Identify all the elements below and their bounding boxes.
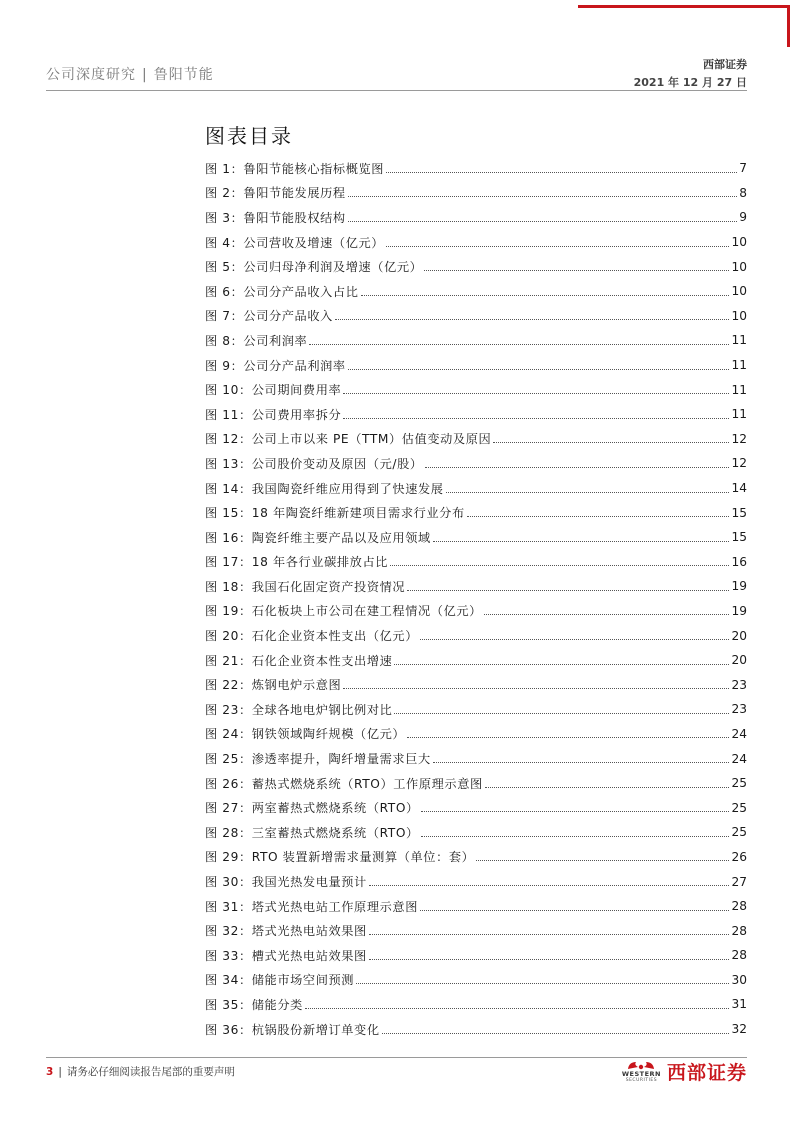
toc-leader-dots <box>420 639 729 640</box>
toc-entry[interactable] <box>205 746 747 771</box>
toc-entry-page: 23 <box>731 702 747 717</box>
toc-entry[interactable] <box>205 476 747 501</box>
toc-leader-dots <box>467 516 730 517</box>
toc-entry-page: 10 <box>731 284 747 299</box>
toc-entry-page: 10 <box>731 308 747 323</box>
western-logo-icon <box>622 1060 661 1084</box>
horns-icon <box>626 1060 656 1070</box>
toc-entry[interactable] <box>205 992 747 1017</box>
header-left <box>46 64 214 84</box>
toc-leader-dots <box>390 565 729 566</box>
toc-entry-page: 19 <box>731 603 747 618</box>
toc-entry[interactable] <box>205 156 747 181</box>
toc-entry-label: 图 28：三室蓄热式燃烧系统（RTO） <box>205 825 419 840</box>
toc-leader-dots <box>343 393 729 394</box>
toc-entry-label: 图 22：炼钢电炉示意图 <box>205 678 342 693</box>
toc-entry[interactable] <box>205 1017 747 1042</box>
logo-text-en: WESTERN <box>621 1069 661 1078</box>
toc-leader-dots <box>386 172 737 173</box>
toc-title: 图表目录 <box>205 124 293 148</box>
page-number: 3 <box>46 1066 54 1078</box>
header-divider <box>46 90 747 91</box>
toc-entry[interactable] <box>205 795 747 820</box>
toc-entry-label: 图 13：公司股价变动及原因（元/股） <box>205 456 423 471</box>
toc-entry[interactable] <box>205 377 747 402</box>
toc-list <box>205 156 747 1041</box>
toc-entry[interactable] <box>205 820 747 845</box>
toc-leader-dots <box>394 664 729 665</box>
toc-entry[interactable] <box>205 968 747 993</box>
toc-leader-dots <box>369 885 730 886</box>
toc-leader-dots <box>424 270 729 271</box>
toc-entry-label: 图 26：蓄热式燃烧系统（RTO）工作原理示意图 <box>205 776 483 791</box>
toc-entry-page: 11 <box>731 407 747 422</box>
toc-entry-page: 30 <box>731 972 747 987</box>
toc-entry-page: 11 <box>731 333 747 348</box>
toc-entry[interactable] <box>205 525 747 550</box>
toc-entry-label: 图 34：储能市场空间预测 <box>205 973 355 988</box>
toc-entry-label: 图 29：RTO 装置新增需求量测算（单位：套） <box>205 850 475 865</box>
toc-entry[interactable] <box>205 279 747 304</box>
toc-leader-dots <box>420 910 729 911</box>
toc-entry-page: 25 <box>731 825 747 840</box>
toc-entry-label: 图 2：鲁阳节能发展历程 <box>205 186 346 201</box>
toc-entry-page: 32 <box>731 1022 747 1037</box>
toc-entry[interactable] <box>205 574 747 599</box>
toc-entry-label: 图 19：石化板块上市公司在建工程情况（亿元） <box>205 604 482 619</box>
toc-entry[interactable] <box>205 722 747 747</box>
toc-leader-dots <box>407 590 729 591</box>
toc-entry[interactable] <box>205 254 747 279</box>
brand-name: 西部证券 <box>703 58 747 71</box>
toc-entry-label: 图 18：我国石化固定资产投资情况 <box>205 579 406 594</box>
toc-entry[interactable] <box>205 771 747 796</box>
toc-entry-label: 图 1：鲁阳节能核心指标概览图 <box>205 161 385 176</box>
toc-leader-dots <box>407 737 729 738</box>
toc-entry[interactable] <box>205 328 747 353</box>
toc-leader-dots <box>493 442 729 443</box>
toc-entry-page: 23 <box>731 677 747 692</box>
top-accent-bar-vertical <box>787 5 790 47</box>
toc-leader-dots <box>394 713 729 714</box>
footer-separator: | <box>58 1066 62 1078</box>
toc-entry-page: 16 <box>731 554 747 569</box>
toc-entry[interactable] <box>205 845 747 870</box>
toc-entry-page: 24 <box>731 726 747 741</box>
toc-entry-page: 15 <box>731 505 747 520</box>
toc-entry-page: 19 <box>731 579 747 594</box>
toc-entry-page: 20 <box>731 653 747 668</box>
toc-entry-label: 图 11：公司费用率拆分 <box>205 407 342 422</box>
toc-entry[interactable] <box>205 304 747 329</box>
doc-type: 公司深度研究 <box>46 67 136 83</box>
toc-leader-dots <box>369 934 730 935</box>
toc-entry-label: 图 27：两室蓄热式燃烧系统（RTO） <box>205 801 419 816</box>
toc-entry-label: 图 30：我国光热发电量预计 <box>205 875 367 890</box>
toc-entry[interactable] <box>205 943 747 968</box>
toc-entry-label: 图 33：槽式光热电站效果图 <box>205 948 367 963</box>
toc-entry-label: 图 31：塔式光热电站工作原理示意图 <box>205 899 418 914</box>
toc-entry[interactable] <box>205 869 747 894</box>
report-date: 2021 年 12 月 27 日 <box>633 76 747 89</box>
toc-entry-label: 图 17：18 年各行业碳排放占比 <box>205 555 389 570</box>
toc-leader-dots <box>421 811 730 812</box>
toc-leader-dots <box>309 344 729 345</box>
toc-entry-page: 10 <box>731 235 747 250</box>
toc-entry-label: 图 24：钢铁领域陶纤规模（亿元） <box>205 727 406 742</box>
toc-leader-dots <box>343 688 729 689</box>
toc-entry[interactable] <box>205 500 747 525</box>
header-separator: | <box>142 67 148 83</box>
toc-leader-dots <box>425 467 730 468</box>
toc-entry-label: 图 12：公司上市以来 PE（TTM）估值变动及原因 <box>205 432 492 447</box>
disclaimer: 请务必仔细阅读报告尾部的重要声明 <box>66 1066 235 1078</box>
toc-leader-dots <box>421 836 730 837</box>
toc-entry-page: 31 <box>731 997 747 1012</box>
toc-entry-page: 11 <box>731 382 747 397</box>
toc-entry-page: 28 <box>731 923 747 938</box>
toc-entry-page: 12 <box>731 431 747 446</box>
toc-entry-label: 图 4：公司营收及增速（亿元） <box>205 235 385 250</box>
toc-entry-label: 图 25：渗透率提升，陶纤增量需求巨大 <box>205 752 431 767</box>
toc-entry[interactable] <box>205 353 747 378</box>
footer-logo <box>622 1058 747 1085</box>
top-accent-bar <box>578 5 790 8</box>
toc-entry-page: 24 <box>731 751 747 766</box>
toc-entry[interactable] <box>205 230 747 255</box>
header-right <box>634 56 747 90</box>
toc-leader-dots <box>356 983 729 984</box>
toc-entry-label: 图 23：全球各地电炉钢比例对比 <box>205 702 393 717</box>
toc-entry-page: 25 <box>731 776 747 791</box>
footer-left <box>46 1064 235 1079</box>
toc-entry[interactable] <box>205 181 747 206</box>
toc-entry[interactable] <box>205 648 747 673</box>
toc-entry-label: 图 35：储能分类 <box>205 997 303 1012</box>
toc-entry-label: 图 32：塔式光热电站效果图 <box>205 924 367 939</box>
toc-entry[interactable] <box>205 918 747 943</box>
toc-entry-label: 图 6：公司分产品收入占比 <box>205 284 359 299</box>
toc-entry-page: 25 <box>731 800 747 815</box>
toc-leader-dots <box>335 319 730 320</box>
toc-entry[interactable] <box>205 205 747 230</box>
toc-entry-page: 9 <box>739 210 747 225</box>
toc-leader-dots <box>348 369 730 370</box>
toc-entry-label: 图 20：石化企业资本性支出（亿元） <box>205 629 418 644</box>
toc-leader-dots <box>343 418 729 419</box>
logo-text-sub: SECURITIES <box>625 1077 658 1083</box>
toc-entry-page: 14 <box>731 481 747 496</box>
toc-entry[interactable] <box>205 451 747 476</box>
toc-leader-dots <box>369 959 730 960</box>
toc-entry-label: 图 36：杭锅股份新增订单变化 <box>205 1022 380 1037</box>
toc-leader-dots <box>433 541 730 542</box>
toc-entry-label: 图 9：公司分产品利润率 <box>205 358 346 373</box>
toc-leader-dots <box>305 1008 730 1009</box>
toc-entry-label: 图 16：陶瓷纤维主要产品以及应用领域 <box>205 530 431 545</box>
toc-leader-dots <box>433 762 730 763</box>
toc-leader-dots <box>348 221 738 222</box>
toc-leader-dots <box>476 860 729 861</box>
toc-entry-page: 7 <box>739 161 747 176</box>
toc-entry-page: 28 <box>731 948 747 963</box>
toc-leader-dots <box>446 492 730 493</box>
toc-entry-label: 图 10：公司期间费用率 <box>205 383 342 398</box>
toc-entry-page: 11 <box>731 358 747 373</box>
toc-entry[interactable] <box>205 402 747 427</box>
toc-leader-dots <box>361 295 730 296</box>
toc-entry-page: 12 <box>731 456 747 471</box>
toc-entry-label: 图 5：公司归母净利润及增速（亿元） <box>205 260 423 275</box>
toc-entry-page: 26 <box>731 849 747 864</box>
toc-leader-dots <box>382 1033 730 1034</box>
toc-entry-label: 图 21：石化企业资本性支出增速 <box>205 653 393 668</box>
toc-entry-page: 15 <box>731 530 747 545</box>
toc-entry-page: 27 <box>731 874 747 889</box>
toc-entry-label: 图 3：鲁阳节能股权结构 <box>205 210 346 225</box>
toc-entry-page: 28 <box>731 899 747 914</box>
toc-leader-dots <box>386 246 729 247</box>
logo-text-cn: 西部证券 <box>666 1062 747 1084</box>
toc-entry[interactable] <box>205 894 747 919</box>
toc-entry[interactable] <box>205 623 747 648</box>
toc-entry[interactable] <box>205 697 747 722</box>
toc-leader-dots <box>485 787 730 788</box>
toc-leader-dots <box>484 614 730 615</box>
toc-leader-dots <box>348 196 738 197</box>
company-name: 鲁阳节能 <box>153 67 214 83</box>
toc-entry[interactable] <box>205 427 747 452</box>
toc-entry-label: 图 8：公司利润率 <box>205 333 308 348</box>
toc-entry-page: 8 <box>739 185 747 200</box>
toc-entry-label: 图 7：公司分产品收入 <box>205 309 333 324</box>
toc-entry-page: 20 <box>731 628 747 643</box>
toc-entry-label: 图 14：我国陶瓷纤维应用得到了快速发展 <box>205 481 444 496</box>
toc-entry[interactable] <box>205 672 747 697</box>
toc-entry-label: 图 15：18 年陶瓷纤维新建项目需求行业分布 <box>205 506 465 521</box>
toc-entry[interactable] <box>205 550 747 575</box>
toc-entry[interactable] <box>205 599 747 624</box>
toc-entry-page: 10 <box>731 259 747 274</box>
